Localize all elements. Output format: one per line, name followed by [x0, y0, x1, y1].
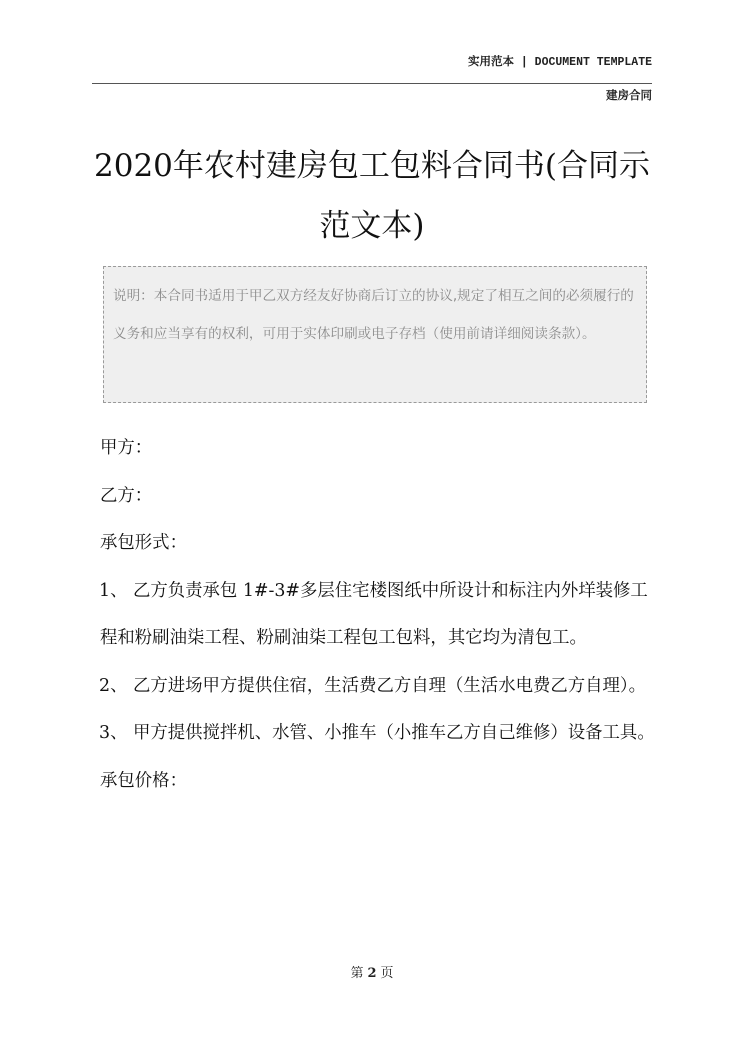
- contract-body: [100, 425, 660, 805]
- header-document-template-label: 实用范本 | DOCUMENT TEMPLATE: [467, 56, 652, 69]
- page-prefix: 第: [350, 966, 364, 981]
- clause-3: 3、 甲方提供搅拌机、水管、小推车（小推车乙方自己维修）设备工具。: [99, 723, 655, 743]
- usage-note-box: 说明：本合同书适用于甲乙双方经友好协商后订立的协议,规定了相互之间的必须履行的义务和应当享有的权利，可用于实体印刷或电子存档（使用前请详细阅读条款）。: [103, 266, 647, 403]
- party-b-label: 乙方：: [100, 485, 153, 506]
- party-a-label: 甲方：: [100, 438, 153, 458]
- page-footer: [0, 962, 744, 981]
- clause-1: 1、 乙方负责承包 1#-3#多层住宅楼图纸中所设计和标注内外垟装修工程和粉刷油柒工程、粉刷油柒工程包工包料，其它均为清包工。: [99, 580, 648, 648]
- header-divider: [92, 83, 652, 84]
- contract-form-heading: 承包形式：: [100, 533, 187, 553]
- price-heading: 承包价格：: [100, 770, 187, 791]
- page-suffix: 页: [380, 966, 394, 981]
- document-title: 2020年农村建房包工包料合同书(合同示范文本): [94, 148, 650, 244]
- clause-2: 2、 乙方进场甲方提供住宿，生活费乙方自理（生活水电费乙方自理）。: [99, 675, 647, 696]
- header-contract-type-label: 建房合同: [606, 88, 652, 102]
- page-number: 2: [367, 966, 377, 981]
